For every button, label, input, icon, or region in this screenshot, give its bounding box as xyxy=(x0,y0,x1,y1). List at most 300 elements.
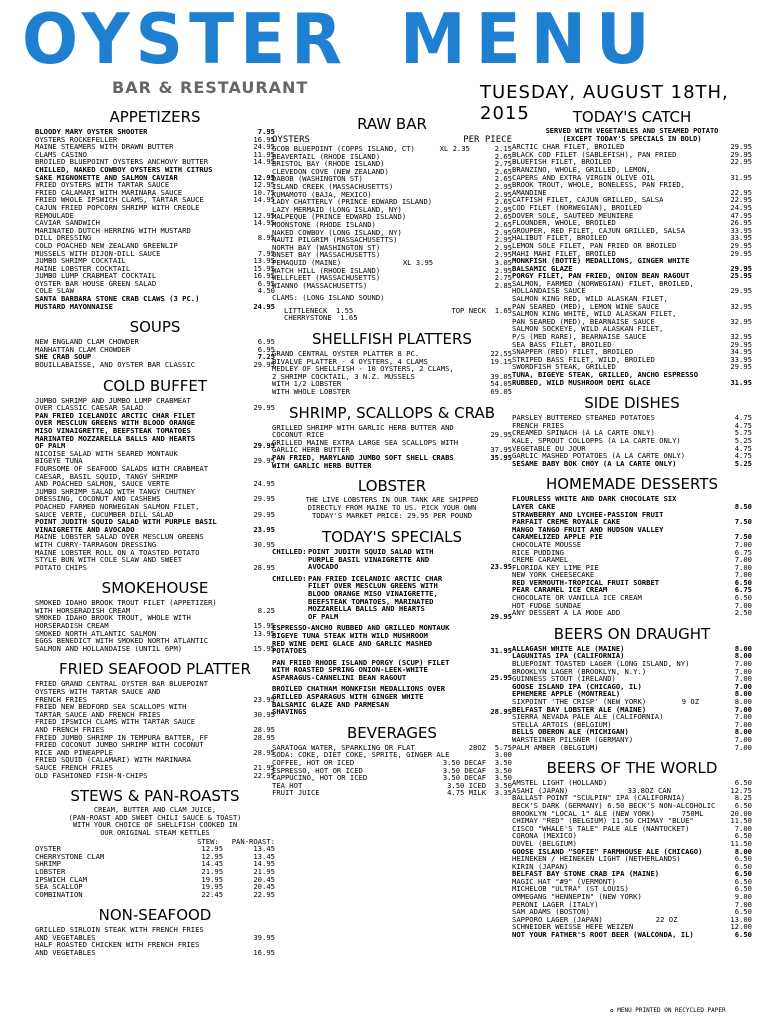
section-title-shrimp: SHRIMP, SCALLOPS & CRAB xyxy=(288,403,496,422)
item-price: 7.50 xyxy=(734,532,752,542)
item-name: SESAME BABY BOK CHOY (A LA CARTE ONLY) xyxy=(512,459,677,468)
item-name: EGGS BENEDICT WITH SMOKED NORTH ATLANTIC xyxy=(35,637,209,645)
oyster-item xyxy=(272,175,512,183)
special-label: CHILLED: xyxy=(272,573,307,583)
item-price: 14.95 xyxy=(253,218,275,228)
menu-item xyxy=(512,310,752,318)
item-price: 6.75 xyxy=(734,585,752,595)
special-text: ASPARAGUS-CANNELINI BEAN RAGOUT xyxy=(272,673,407,682)
special-item xyxy=(272,624,512,654)
oyster-price: 2.65 xyxy=(494,166,512,176)
item-name: FRIED COCONUT JUMBO SHRIMP WITH COCONUT xyxy=(35,741,204,749)
item-price: 28.95 xyxy=(253,725,275,734)
item-name: NEW ENGLAND CLAM CHOWDER xyxy=(35,338,139,346)
item-price: 69.05 xyxy=(490,387,512,397)
menu-item xyxy=(35,265,275,273)
menu-item xyxy=(35,711,275,719)
item-name: SAUCE VERTE, CUCUMBER DILL SALAD xyxy=(35,510,174,519)
item-price: 4.75 xyxy=(734,443,752,453)
item-price: 33.95 xyxy=(730,233,752,243)
oyster-name: GCOB BLUEPOINT (COPPS ISLAND, CT) xyxy=(272,145,415,153)
pan-roast-price: 22.95 xyxy=(253,889,275,899)
catch-note-line: (EXCEPT TODAY'S SPECIALS IN BOLD) xyxy=(562,134,702,143)
item-name: BELFAST BAY LOBSTER ALE (MAINE) xyxy=(512,705,647,714)
beverage-name: FRUIT JUICE xyxy=(272,789,320,797)
item-price: 6.95 xyxy=(257,337,275,347)
item-price: 29.95 xyxy=(253,494,275,504)
menu-item xyxy=(512,564,752,572)
item-name: LAYER CAKE xyxy=(512,502,556,511)
menu-item xyxy=(512,923,752,931)
item-price: 7.00 xyxy=(734,681,752,691)
column-middle xyxy=(272,115,512,797)
item-price: 7.00 xyxy=(734,539,752,549)
item-name: SIXPOINT 'THE CRISP' (NEW YORK) xyxy=(512,698,647,706)
special-price: 25.95 xyxy=(490,672,512,682)
item-name: MANGO TANGO FRUIT AND HUDSON VALLEY xyxy=(512,525,664,534)
item-name: WITH 1/2 LOBSTER xyxy=(272,380,342,389)
special-line xyxy=(272,647,512,655)
clam-right xyxy=(503,314,512,322)
item-name: MAINE LOBSTER ROLL ON A TOASTED POTATO xyxy=(35,548,200,557)
section-title-non-seafood: NON-SEAFOOD xyxy=(98,906,212,925)
item-name: AMANDINE xyxy=(512,188,547,197)
section-title-lobster: LOBSTER xyxy=(357,477,427,496)
item-price: 6.50 xyxy=(734,831,752,841)
item-price: 6.75 xyxy=(734,547,752,557)
special-text: PAN FRIED RHODE ISLAND PORGY (SCUP) FILET xyxy=(272,657,450,667)
menu-item xyxy=(512,706,752,714)
item-price: 8.00 xyxy=(734,697,752,706)
menu-item xyxy=(512,303,752,311)
item-name: COLD POACHED NEW ZEALAND GREENLIP xyxy=(35,241,178,250)
menu-item xyxy=(35,741,275,749)
item-name: GROUPER, RED FILET, CAJUN GRILLED, SALSA xyxy=(512,226,686,235)
menu-item xyxy=(35,272,275,280)
menu-item xyxy=(512,196,752,204)
item-price: 22.95 xyxy=(253,770,275,780)
menu-item xyxy=(512,518,752,526)
menu-item xyxy=(35,726,275,734)
menu-item xyxy=(512,204,752,212)
item-price: 7.00 xyxy=(734,666,752,676)
item-name: 2 SHRIMP COCKTAIL, 3 N.Z. MUSSELS xyxy=(272,372,415,381)
item-price: 7.00 xyxy=(734,823,752,833)
beverages-list xyxy=(272,744,512,797)
oyster-price: 2.95 xyxy=(494,189,512,199)
special-text: WITH ROASTED SPRING ONION-LEEK-WHITE xyxy=(272,665,428,675)
footer-text: MENU PRINTED ON RECYCLED PAPER xyxy=(617,1007,726,1014)
stew-name: SEA SCALLOP xyxy=(35,883,83,891)
item-name: OYSTERS ROCKEFELLER xyxy=(35,135,118,144)
menu-item xyxy=(35,412,275,420)
item-name: FLOUNDER, WHOLE, BROILED xyxy=(512,219,616,227)
menu-item xyxy=(512,863,752,871)
oyster-name: LAZY MERMAID (LONG ISLAND, NY) xyxy=(272,205,402,214)
oyster-name: ISLAND CREEK (MASSACHUSETTS) xyxy=(272,182,394,191)
menu-item xyxy=(35,734,275,742)
pan-roast-price: 21.95 xyxy=(253,866,275,876)
special-body xyxy=(272,624,512,654)
item-size: 22 OZ xyxy=(655,914,678,924)
item-price: 6.50 xyxy=(734,876,752,886)
item-name: VINAIGRETTE AND AVOCADO xyxy=(35,525,135,534)
item-price: 16.95 xyxy=(253,271,275,281)
item-name: BIVALVE PLATTER - 4 OYSTERS, 4 CLAMS xyxy=(272,357,428,366)
item-name: CAESAR, BASIL SQUID, TANGY SHRIMP xyxy=(35,472,178,481)
item-name: CHILLED, NAKED COWBOY OYSTERS WITH CITRUS xyxy=(35,165,213,174)
world-beers-list xyxy=(512,779,752,938)
menu-item xyxy=(512,511,752,519)
menu-item xyxy=(272,380,512,388)
item-price: 37.95 xyxy=(490,445,512,455)
item-price: 29.95 xyxy=(730,142,752,152)
item-price: 12.95 xyxy=(253,210,275,220)
clam-row xyxy=(272,314,512,322)
menu-item xyxy=(35,257,275,265)
item-name: OMMEGANG "HENNEPIN" (NEW YORK) xyxy=(512,893,642,901)
special-label: CHILLED: xyxy=(272,546,307,556)
item-name: AND POACHED SALMON, SAUCE VERTE xyxy=(35,480,170,488)
item-name: MAHI MAHI FILET, BROILED xyxy=(512,249,616,258)
item-name: RICE PUDDING xyxy=(512,548,564,557)
section-title-smokehouse: SMOKEHOUSE xyxy=(101,579,209,598)
item-price: 28.95 xyxy=(253,732,275,742)
item-name: MEDLEY OF SHELLFISH - 10 OYSTERS, 2 CLAMS, xyxy=(272,365,454,373)
item-price: 15.95 xyxy=(253,263,275,273)
item-price: 6.50 xyxy=(734,577,752,587)
item-name: AMSTEL LIGHT (HOLLAND) xyxy=(512,779,608,787)
item-name: BOUILLABAISSE, AND OYSTER BAR CLASSIC xyxy=(35,361,196,369)
item-price: 6.50 xyxy=(734,593,752,603)
item-price: 21.95 xyxy=(253,762,275,772)
menu-item xyxy=(512,855,752,863)
special-line xyxy=(272,674,512,682)
item-price: 7.25 xyxy=(257,352,275,362)
item-price: 8.00 xyxy=(734,846,752,856)
item-name: LEMON SOLE FILET, PAN FRIED OR BROILED xyxy=(512,241,677,250)
special-body xyxy=(272,685,512,715)
stew-name: CHERRYSTONE CLAM xyxy=(35,852,105,861)
menu-item xyxy=(512,219,752,227)
stew-price: 12.95 xyxy=(201,851,224,861)
item-name: CREAMED SPINACH (A LA CARTE ONLY) xyxy=(512,429,655,437)
stews-note-line: WITH YOUR CHOICE OF SHELLFISH COOKED IN xyxy=(72,821,238,830)
special-text: FILET OVER MESCLUN GREENS WITH xyxy=(308,581,438,591)
menu-item xyxy=(512,341,752,349)
pan-roast-price: 20.45 xyxy=(253,882,275,892)
menu-item xyxy=(512,579,752,587)
menu-item xyxy=(35,688,275,696)
item-name: GRILLED SIRLOIN STEAK WITH FRENCH FRIES xyxy=(35,926,204,934)
menu-item xyxy=(35,280,275,288)
item-price: 7.95 xyxy=(257,248,275,258)
item-name: SALMON KING RED, WILD ALASKAN FILET, xyxy=(512,295,668,303)
menu-item xyxy=(512,878,752,886)
item-name: CHOCOLATE MOUSSE xyxy=(512,540,582,549)
oyster-price: 3.05 xyxy=(494,257,512,267)
item-name: BELFAST BAY STONE CRAB IPA (MAINE) xyxy=(512,870,660,878)
menu-item xyxy=(35,541,275,549)
menu-item xyxy=(35,450,275,458)
menu-item xyxy=(35,204,275,212)
menu-item xyxy=(512,363,752,371)
item-name: GRILLED SHRIMP WITH GARLIC HERB BUTTER AND xyxy=(272,423,454,432)
item-price: 13.95 xyxy=(253,256,275,266)
menu-item xyxy=(512,212,752,220)
menu-item xyxy=(35,189,275,197)
item-price: 7.00 xyxy=(734,562,752,572)
oyster-price: 2.95 xyxy=(494,250,512,260)
item-price: 29.95 xyxy=(730,248,752,258)
stews-note-line: CREAM, BUTTER AND CLAM JUICE, xyxy=(93,806,217,815)
item-name: REMOULADE xyxy=(35,211,74,220)
menu-item xyxy=(512,503,752,511)
menu-item xyxy=(35,338,275,346)
item-price: 8.00 xyxy=(734,643,752,653)
section-title-soups: SOUPS xyxy=(129,318,181,337)
menu-item xyxy=(512,541,752,549)
clam-price: 1.65 xyxy=(340,313,358,323)
menu-item xyxy=(512,794,752,802)
section-title-appetizers: APPETIZERS xyxy=(109,108,201,126)
menu-item xyxy=(512,379,752,387)
item-price: 29.95 xyxy=(253,360,275,370)
appetizers-list xyxy=(35,128,275,310)
item-name: HALIBUT FILET, BROILED xyxy=(512,234,608,242)
item-name: FRIED SQUID (CALAMARI) WITH MARINARA xyxy=(35,756,191,764)
item-name: COCONUT RICE xyxy=(272,431,324,439)
item-name: HALF ROASTED CHICKEN WITH FRENCH FRIES xyxy=(35,941,200,950)
item-price: 4.75 xyxy=(734,451,752,461)
beverage-name: CAPPUCINO, HOT OR ICED xyxy=(272,774,368,782)
smokehouse-list xyxy=(35,599,275,652)
menu-item xyxy=(512,825,752,833)
item-price: 33.95 xyxy=(730,354,752,364)
menu-item xyxy=(512,333,752,341)
menu-item xyxy=(35,526,275,534)
item-name: CLAMS CASINO xyxy=(35,150,87,159)
menu-item xyxy=(35,174,275,182)
item-price: 23.95 xyxy=(253,694,275,704)
item-name: CREME CARAMEL xyxy=(512,556,569,564)
menu-item xyxy=(512,571,752,579)
menu-item xyxy=(512,870,752,878)
menu-item xyxy=(512,318,752,326)
item-name: SALMON, FARMED (NORWEGIAN) FILET, BROILED, xyxy=(512,279,694,288)
item-price: 39.95 xyxy=(253,932,275,942)
item-name: NICOISE SALAD WITH SEARED MONTAUK xyxy=(35,449,178,458)
special-text: RED WINE DEMI GLACE AND GARLIC MASHED xyxy=(272,638,433,648)
item-price: 7.00 xyxy=(734,555,752,565)
special-text: PAN FRIED ICELANDIC ARCTIC CHAR xyxy=(308,573,443,583)
section-title-shellfish: SHELLFISH PLATTERS xyxy=(312,330,472,349)
item-name: NEW YORK CHEESECAKE xyxy=(512,571,595,579)
beverage-size: 3.50 DECAF xyxy=(442,773,487,783)
item-price: 7.00 xyxy=(734,712,752,722)
beverage-name: TEA HOT xyxy=(272,781,303,790)
item-price: 8.00 xyxy=(734,651,752,661)
oyster-price: 2.95 xyxy=(494,227,512,237)
item-name: PARSLEY BUTTERED STEAMED POTATOES xyxy=(512,414,655,422)
item-price: 24.95 xyxy=(730,202,752,212)
menu-item xyxy=(35,128,275,136)
menu-item xyxy=(35,250,275,258)
item-name: PAN SEARED (MED), BEARNAISE SAUCE xyxy=(512,317,655,326)
oyster-item xyxy=(272,145,512,153)
menu-item xyxy=(35,599,275,607)
menu-item xyxy=(35,549,275,557)
menu-item xyxy=(512,227,752,235)
section-title-beverages: BEVERAGES xyxy=(347,723,437,742)
menu-item xyxy=(512,325,752,333)
oyster-name: NORTH BAY (WASHINGTON ST) xyxy=(272,243,381,252)
menu-item xyxy=(512,287,752,295)
menu-item xyxy=(35,772,275,780)
item-name: DILL DRESSING xyxy=(35,234,92,242)
beverage-prices xyxy=(443,789,512,797)
oyster-price: 2.65 xyxy=(494,174,512,184)
item-price: 23.95 xyxy=(253,524,275,534)
beverage-size: 28OZ xyxy=(468,742,487,752)
item-price: 7.00 xyxy=(734,704,752,714)
item-price: 8.50 xyxy=(734,501,752,511)
oyster-item xyxy=(272,191,512,199)
oyster-price: 2.95 xyxy=(494,235,512,245)
clam-name: CHERRYSTONE xyxy=(284,313,332,323)
lobster-description xyxy=(272,497,512,512)
oyster-price: 2.65 xyxy=(494,219,512,229)
beverage-price: 3.00 xyxy=(494,750,512,760)
lobster-line: THE LIVE LOBSTERS IN OUR TANK ARE SHIPPED xyxy=(305,496,479,505)
item-name: HORSERADISH CREAM xyxy=(35,622,109,630)
item-name: MONKFISH (BOTTE) MEDALLIONS, GINGER WHITE xyxy=(512,257,690,265)
item-price: 7.00 xyxy=(734,659,752,669)
oyster-item xyxy=(272,274,512,282)
item-name: GRAND CENTRAL OYSTER PLATTER 8 PC. xyxy=(272,350,420,358)
item-price: 13.95 xyxy=(253,628,275,638)
item-name: GARLIC MASHED POTATOES (A LA CARTE ONLY) xyxy=(512,452,686,460)
item-price: 4.75 xyxy=(734,413,752,423)
menu-item xyxy=(272,373,512,381)
menu-item xyxy=(35,556,275,564)
menu-item xyxy=(512,848,752,856)
menu-item xyxy=(512,234,752,242)
special-line xyxy=(308,563,512,571)
menu-item xyxy=(512,437,752,445)
catch-list xyxy=(512,143,752,386)
beverage-price: 3.50 xyxy=(494,765,512,775)
item-name: BLACK COD FILET (SABLEFISH), PAN FRIED xyxy=(512,150,677,159)
item-name: SEA BASS FILET, BROILED xyxy=(512,340,612,349)
menu-item xyxy=(35,196,275,204)
menu-item xyxy=(272,358,512,366)
item-price: 12.95 xyxy=(253,172,275,182)
menu-item xyxy=(35,503,275,511)
oyster-name: BEAVERTAIL (RHODE ISLAND) xyxy=(272,152,381,161)
item-price: 11.95 xyxy=(253,149,275,159)
stew-name: IPSWICH CLAM xyxy=(35,875,87,884)
section-title-specials: TODAY'S SPECIALS xyxy=(321,527,462,546)
column-left xyxy=(35,108,275,957)
menu-item xyxy=(35,645,275,653)
item-name: PORGY FILET, PAN FRIED, ONION BEAN RAGOUT xyxy=(512,272,690,280)
item-name: ANY DESSERT A LA MODE ADD xyxy=(512,609,621,617)
item-name: JUMBO LUMP CRABMEAT COCKTAIL xyxy=(35,272,157,280)
item-price: 11.50 xyxy=(730,816,752,826)
menu-item xyxy=(512,885,752,893)
banner-left-word: OYSTER xyxy=(22,0,349,80)
item-name: ALLAGASH WHITE ALE (MAINE) xyxy=(512,644,625,653)
oyster-item xyxy=(272,213,512,221)
item-name: COD FILET (NORWEGIAN), BROILED xyxy=(512,203,642,212)
special-text: POINT JUDITH SQUID SALAD WITH xyxy=(308,546,434,556)
raw-bar-per-piece-label: PER PIECE xyxy=(463,135,512,145)
item-name: SHE CRAB SOUP xyxy=(35,353,92,362)
soups-list xyxy=(35,338,275,368)
menu-item xyxy=(512,736,752,744)
special-text: BIGEYE TUNA STEAK WITH WILD MUSHROOM xyxy=(272,630,428,640)
menu-item xyxy=(35,435,275,443)
special-text: SHAVINGS xyxy=(272,708,307,716)
item-name: CATFISH FILET, CAJUN GRILLED, SALSA xyxy=(512,196,664,204)
item-price: 29.95 xyxy=(730,149,752,159)
item-name: ARCTIC CHAR FILET, BROILED xyxy=(512,143,625,151)
menu-banner xyxy=(22,0,752,80)
menu-item xyxy=(272,350,512,358)
menu-item xyxy=(35,703,275,711)
section-title-cold-buffet: COLD BUFFET xyxy=(102,376,208,395)
item-name: BIGEYE TUNA xyxy=(35,457,83,465)
item-name: SNAPPER (RED) FILET, BROILED xyxy=(512,348,634,356)
special-line xyxy=(272,708,512,716)
item-price: 7.00 xyxy=(734,674,752,684)
pan-roast-price: 14.95 xyxy=(253,859,275,869)
special-price: 28.95 xyxy=(490,707,512,717)
menu-item xyxy=(512,645,752,653)
lobster-price-label: TODAY'S MARKET PRICE: xyxy=(311,511,403,521)
menu-item xyxy=(272,424,512,432)
special-item xyxy=(272,575,512,621)
clams-title: CLAMS: (LONG ISLAND SOUND) xyxy=(272,293,385,303)
section-title-sides: SIDE DISHES xyxy=(584,394,680,413)
item-name: OYSTER BAR HOUSE GREEN SALAD xyxy=(35,279,157,288)
item-name: OF PALM xyxy=(35,442,66,450)
item-name: WITH HORSERADISH CREAM xyxy=(35,606,131,615)
oyster-name: WIANNO (MASSACHUSETTS) xyxy=(272,281,368,290)
item-price: 29.95 xyxy=(253,456,275,466)
oyster-name: BRISTOL BAY (RHODE ISLAND) xyxy=(272,160,385,168)
menu-item xyxy=(512,908,752,916)
item-name: FRENCH FRIES xyxy=(35,695,87,704)
special-text: ESPRESSO-ANCHO RUBBED AND GRILLED MONTAUK xyxy=(272,623,450,633)
special-text: PURPLE BASIL VINAIGRETTE AND xyxy=(308,554,430,564)
item-price: 7.00 xyxy=(734,734,752,744)
item-price: 15.95 xyxy=(253,621,275,631)
menu-item xyxy=(35,749,275,757)
item-price: 9.00 xyxy=(734,892,752,902)
menu-item xyxy=(35,136,275,144)
beverage-size: 3.50 DECAF xyxy=(442,765,487,775)
menu-item xyxy=(35,143,275,151)
beverage-size: 3.50 ICED xyxy=(447,780,487,790)
item-price: 7.00 xyxy=(734,719,752,729)
oyster-name: CLEVEDON COVE (NEW ZEALAND) xyxy=(272,167,389,176)
item-name: HOLLANDAISE SAUCE xyxy=(512,287,586,296)
oyster-item xyxy=(272,153,512,161)
item-price: 24.95 xyxy=(253,479,275,489)
item-name: GOOSE ISLAND IPA (CHICAGO, IL) xyxy=(512,682,642,691)
